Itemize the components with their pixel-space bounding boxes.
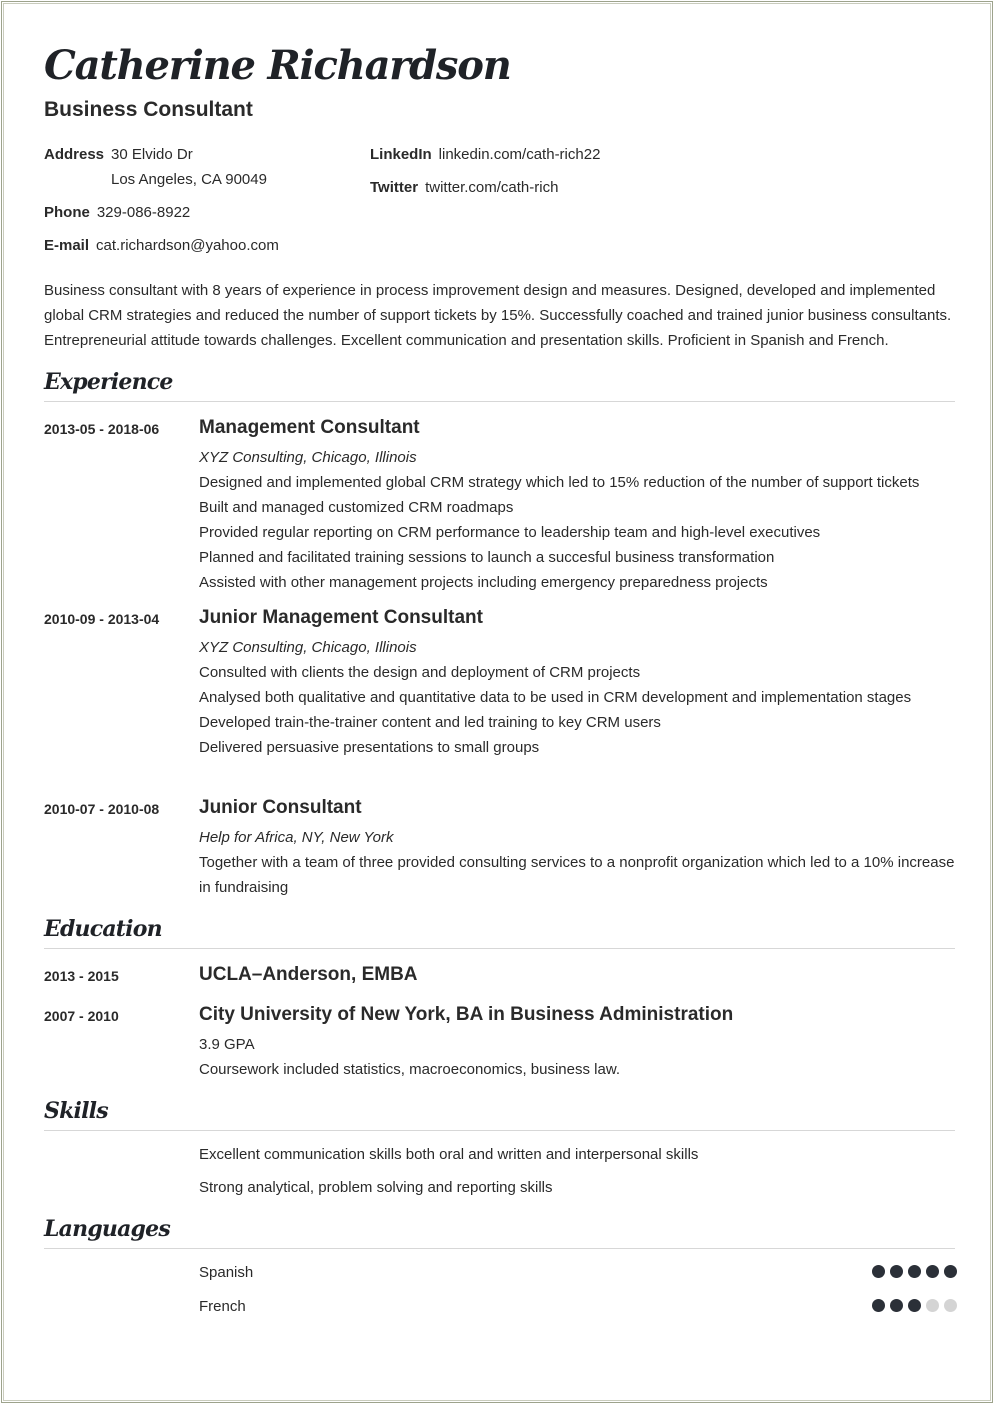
experience-bullet: Provided regular reporting on CRM performance to leadership team and high-level executives: [199, 524, 821, 541]
address-label: Address: [44, 146, 105, 163]
twitter-block: [370, 175, 558, 200]
experience-bullet: Developed train-the-trainer content and led training to key CRM users: [199, 714, 661, 731]
experience-dates: 2013-05 - 2018-06: [44, 421, 160, 437]
experience-bullet: Analysed both qualitative and quantitative data to be used in CRM development and implementation stages: [199, 689, 912, 706]
experience-dates: 2010-09 - 2013-04: [44, 611, 160, 627]
experience-bullet: Planned and facilitated training sessions to launch a succesful business transformation: [199, 549, 775, 566]
experience-company: XYZ Consulting, Chicago, Illinois: [199, 639, 417, 656]
rating-dot-filled: [908, 1299, 921, 1312]
rating-dot-filled: [890, 1265, 903, 1278]
experience-company: Help for Africa, NY, New York: [199, 829, 394, 846]
education-dates: 2013 - 2015: [44, 968, 119, 984]
phone-value[interactable]: 329-086-8922: [96, 204, 191, 221]
education-dates: 2007 - 2010: [44, 1008, 119, 1024]
phone-label: Phone: [44, 204, 90, 221]
twitter-label: Twitter: [370, 179, 419, 196]
experience-company: XYZ Consulting, Chicago, Illinois: [199, 449, 417, 466]
experience-title: Management Consultant: [199, 417, 420, 438]
experience-dates: 2010-07 - 2010-08: [44, 801, 160, 817]
linkedin-label: LinkedIn: [370, 146, 432, 163]
experience-bullet: Built and managed customized CRM roadmaps: [199, 499, 514, 516]
language-name: Spanish: [199, 1264, 254, 1281]
language-rating: [872, 1299, 957, 1312]
section-title-education: Education: [44, 916, 162, 942]
rating-dot-filled: [890, 1299, 903, 1312]
education-degree: UCLA–Anderson, EMBA: [199, 964, 418, 985]
section-title-languages: Languages: [44, 1216, 170, 1242]
section-title-experience: Experience: [44, 369, 173, 395]
address-line2: Los Angeles, CA 90049: [111, 171, 267, 188]
email-value[interactable]: cat.richardson@yahoo.com: [96, 237, 279, 254]
section-divider: [44, 401, 955, 402]
experience-title: Junior Management Consultant: [199, 607, 483, 628]
language-rating: [872, 1265, 957, 1278]
rating-dot-filled: [926, 1265, 939, 1278]
skill-item: Strong analytical, problem solving and reporting skills: [199, 1179, 553, 1196]
phone-block: [44, 200, 190, 225]
section-divider: [44, 1248, 955, 1249]
experience-bullet: Assisted with other management projects including emergency preparedness projects: [199, 574, 768, 591]
rating-dot-filled: [944, 1265, 957, 1278]
linkedin-block: [370, 142, 600, 167]
twitter-link[interactable]: twitter.com/cath-rich: [425, 179, 559, 196]
experience-title: Junior Consultant: [199, 797, 362, 818]
education-detail: Coursework included statistics, macroeconomics, business law.: [199, 1061, 621, 1078]
section-title-skills: Skills: [44, 1098, 108, 1124]
experience-bullet: Designed and implemented global CRM strategy which led to 15% reduction of the number of support tickets: [199, 474, 920, 491]
education-detail: 3.9 GPA: [199, 1036, 255, 1053]
job-headline: Business Consultant: [44, 98, 253, 121]
experience-bullet: Delivered persuasive presentations to small groups: [199, 739, 540, 756]
education-degree: City University of New York, BA in Business Administration: [199, 1004, 734, 1025]
rating-dot-filled: [872, 1299, 885, 1312]
language-name: French: [199, 1298, 246, 1315]
experience-bullet: Consulted with clients the design and deployment of CRM projects: [199, 664, 641, 681]
address-line2-block: [111, 167, 267, 192]
section-divider: [44, 948, 955, 949]
rating-dot-empty: [926, 1299, 939, 1312]
profile-summary: Business consultant with 8 years of experience in process improvement design and measures. Designed, developed and implemented global CRM strategies and reduced the number of support tickets by 15%. Successfully coached and trained junior business consultants. Entrepreneurial attitude towards challenges. Excellent communication and presentation skills. Proficient in Spanish and French.: [44, 282, 952, 349]
linkedin-link[interactable]: linkedin.com/cath-rich22: [438, 146, 601, 163]
section-divider: [44, 1130, 955, 1131]
address-line1: 30 Elvido Dr: [111, 146, 193, 163]
candidate-name: Catherine Richardson: [44, 42, 511, 89]
address-block: [44, 142, 193, 167]
rating-dot-filled: [872, 1265, 885, 1278]
experience-bullet: Together with a team of three provided consulting services to a nonprofit organization which led to a 10% increase in fundraising: [199, 854, 955, 896]
resume-page: [1, 1, 993, 1403]
email-label: E-mail: [44, 237, 90, 254]
rating-dot-empty: [944, 1299, 957, 1312]
rating-dot-filled: [908, 1265, 921, 1278]
skill-item: Excellent communication skills both oral and written and interpersonal skills: [199, 1146, 699, 1163]
email-block: [44, 233, 279, 258]
